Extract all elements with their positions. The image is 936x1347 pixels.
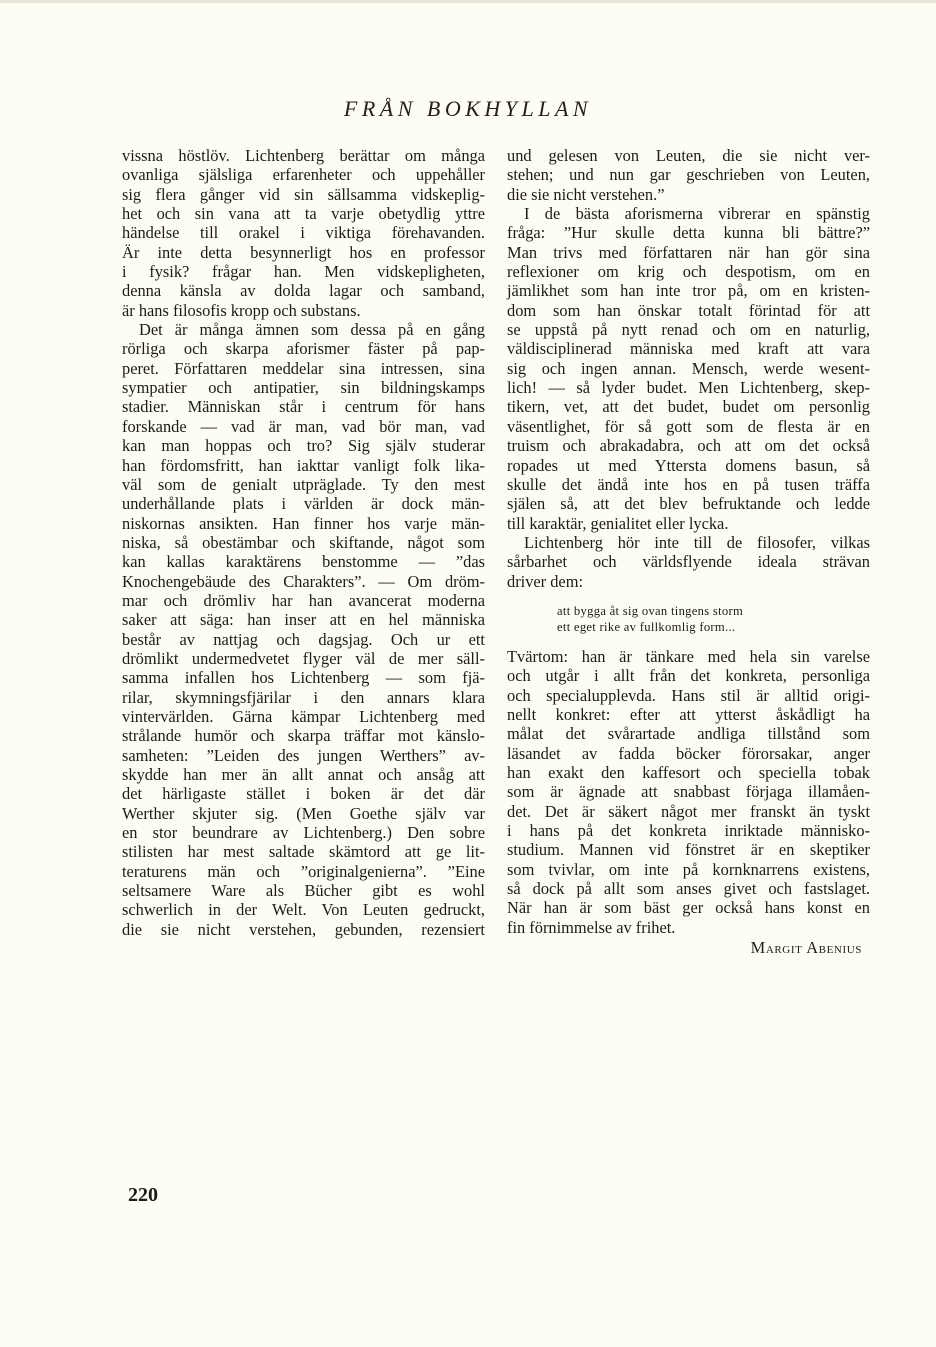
text-line: en stor beundrare av Lichtenberg.) Den sobre [122,823,485,843]
text-line: vissna höstlöv. Lichtenberg berättar om många [122,146,485,165]
text-line: und gelesen von Leuten, die sie nicht ver- [507,146,870,165]
text-line: Tvärtom: han är tänkare med hela sin varelse [507,646,870,666]
text-line: schwerlich in der Welt. Von Leuten gedruckt, [122,900,485,920]
text-line: väl som de genialt utpräglade. Ty den mest [122,474,485,494]
text-line: peret. Författaren meddelar sina intressen, sina [122,358,485,378]
text-line: består av nattjag och dagsjag. Och ur ett [122,629,485,649]
text-line: Är inte detta besynnerligt hos en professor [122,242,485,262]
text-line: teraturens män och ”originalgenierna”. ”Eine [122,861,485,881]
page-top-edge [0,0,936,3]
paragraph-start-line: I de bästa aforismerna vibrerar en spänstig [524,204,870,224]
text-line: vintervärlden. Gärna kämpar Lichtenberg med [122,706,485,726]
text-line: händelse till orakel i viktiga förehavanden. [122,223,485,243]
text-line: och utgår i allt från det konkreta, personliga [507,666,870,686]
text-line: underhållande plats i världen är dock män- [122,494,485,514]
text-line: driver dem: [507,571,584,591]
text-line: stadier. Människan står i centrum för hans [122,397,485,417]
text-line: skydde han mer än allt annat och ansåg att [122,765,485,784]
text-line: i fysik? frågar han. Men vidskepligheten, [122,262,485,282]
left-text-column [122,146,485,939]
text-line: målat det svårartade andliga tillstånd som [507,724,870,744]
text-line: rilar, skymningsfjärilar i den annars klara [122,687,485,707]
text-line: det. Det är säkert något mer franskt än tyskt [507,801,870,821]
text-line: kan man hoppas och tro? Sig själv studerar [122,436,485,456]
text-line: sig flera gånger vid sin sällsamma vidskeplig- [122,184,485,204]
text-line: som är ägnade att snabbast förjaga illamåen- [507,782,870,802]
verse-quote [557,603,870,635]
right-text-column [507,146,870,957]
text-line: är hans filosofis kropp och substans. [122,300,361,320]
text-line: och specialupplevda. Hans stil är alltid origi- [507,685,870,705]
text-line: seltsamere Ware als Bücher gibt es wohl [122,881,485,901]
text-line: så dock på allt som anses givet och fastslaget. [507,879,870,899]
text-line: kan kallas karaktärens benstomme — ”das [122,552,485,572]
text-line: Werther skjuter sig. (Men Goethe själv var [122,803,485,823]
verse-line: ett eget rike av fullkomlig form... [557,619,736,634]
text-line: sårbarhet och världsflyende ideala strävan [507,552,870,572]
text-line: sympatier och antipatier, sin bildningskamps [122,378,485,398]
text-line: fråga: ”Hur skulle detta kunna bli bättre?” [507,223,870,243]
text-line: som tvivlar, om inte på kornknarrens existens, [507,859,870,879]
text-line: samma infallen hos Lichtenberg — som fjä- [122,668,485,688]
text-line: sig och ingen annan. Mensch, werde wesent- [507,358,870,378]
text-line: Knochengebäude des Charakters”. — Om dröm- [122,571,485,591]
text-line: forskande — vad är man, vad bör man, vad [122,416,485,436]
text-line: stilisten har mest saltade skämtord att ge lit- [122,842,485,862]
text-line: se uppstå på nytt renad och om en naturlig, [507,320,870,340]
text-line: stehen; und nun gar geschrieben von Leuten, [507,165,870,185]
text-line: det härligaste stället i boken är det där [122,784,485,804]
paragraph-start-line: Det är många ämnen som dessa på en gång [139,320,485,340]
text-line: reflexioner om krig och despotism, om en [507,262,870,282]
paragraph-start-line: Lichtenberg hör inte till de filosofer, vilkas [524,532,870,552]
text-line: drömlikt undermedvetet flyger väl de mer säll- [122,648,485,668]
text-line: het och sin vana att ta varje obetydlig yttre [122,204,485,224]
verse-line: att bygga åt sig ovan tingens storm [557,603,744,618]
text-line: strålande humör och skarpa träffar mot känslo- [122,726,485,746]
text-line: jämlikhet som han inte tror på, om en kristen- [507,281,870,301]
text-line: läsandet av fadda böcker förorsakar, anger [507,743,870,763]
text-line: truism och abrakadabra, och att om det också [507,436,870,456]
author-signature: Margit Abenius [750,938,862,958]
text-line: lich! — så lyder budet. Men Lichtenberg, skep- [507,378,870,398]
text-line: mar och drömliv har han avancerat moderna [122,590,485,610]
text-line: nellt konkret: efter att ytterst åskådligt ha [507,704,870,724]
text-line: samheten: ”Leiden des jungen Werthers” av- [122,745,485,765]
text-line: dom som han önskar totalt förintad för att [507,300,870,320]
text-line: När han är som bäst ger också hans konst en [507,898,870,918]
text-line: niska, så obestämbar och skiftande, något som [122,532,485,552]
text-line: niskornas ansikten. Han finner hos varje män- [122,513,485,533]
text-line: die sie nicht verstehen, gebunden, rezensiert [122,919,485,939]
text-line: rörliga och skarpa aforismer fäster på pap- [122,339,485,359]
text-line: Man trivs med författaren när han gör sina [507,242,870,262]
text-line: han fördomsfritt, han iakttar vanligt folk lika- [122,455,485,475]
text-line: studium. Mannen vid fönstret är en skeptiker [507,840,870,860]
text-line: i hans på det konkreta inriktade människo- [507,821,870,840]
text-line: själen så, att det blev befruktande och ledde [507,494,870,514]
text-line: saker att säga: han inser att en hel människa [122,610,485,630]
text-line: fin förnimmelse av frihet. [507,917,676,937]
text-line: die sie nicht verstehen.” [507,184,665,204]
text-line: ovanliga själsliga erfarenheter och uppehåller [122,165,485,185]
text-line: denna känsla av dolda lagar och samband, [122,281,485,301]
text-line: ropades ut med Yttersta domens basun, så [507,455,870,475]
running-head: FRÅN BOKHYLLAN [343,96,593,121]
text-line: tikern, vet, att det budet, budet om personlig [507,397,870,417]
text-line: han exakt den kaffesort och speciella tobak [507,762,870,782]
text-line: skulle det ändå inte hos en på tusen träffa [507,474,870,494]
text-line: väldisciplinerad människa med kraft att vara [507,339,870,359]
text-line: till karaktär, genialitet eller lycka. [507,513,729,533]
text-line: väsentlighet, för så gott som de flesta är en [507,416,870,436]
page-number: 220 [128,1184,158,1206]
